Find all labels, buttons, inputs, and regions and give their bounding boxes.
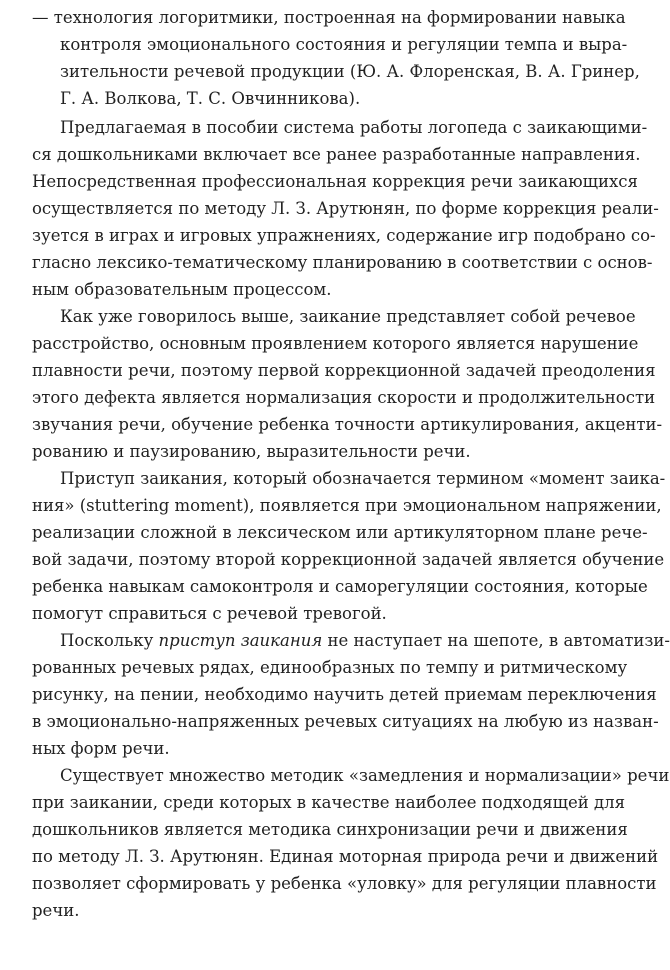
text-line: ребенка навыкам самоконтроля и саморегуляции состояния, которые bbox=[32, 577, 648, 596]
text-line: позволяет сформировать у ребенка «уловку» для регуляции плавности bbox=[32, 874, 657, 893]
text-line: Предлагаемая в пособии система работы логопеда с заикающими- bbox=[60, 118, 648, 137]
text-line: в эмоционально-напряженных речевых ситуациях на любую из назван- bbox=[32, 712, 659, 731]
text-line: помогут справиться с речевой тревогой. bbox=[32, 604, 387, 623]
text-line: зуется в играх и игровых упражнениях, содержание игр подобрано со- bbox=[32, 226, 656, 245]
text-line: — технология логоритмики, построенная на формировании навыка bbox=[32, 8, 626, 27]
text-line: ным образовательным процессом. bbox=[32, 280, 332, 299]
text-fragment: не наступает на шепоте, в автоматизи- bbox=[322, 631, 670, 650]
text-line: ся дошкольниками включает все ранее разработанные направления. bbox=[32, 145, 641, 164]
text-line: при заикании, среди которых в качестве наиболее подходящей для bbox=[32, 793, 626, 812]
text-line: Приступ заикания, который обозначается термином «момент заика- bbox=[60, 469, 666, 488]
text-line: Существует множество методик «замедления и нормализации» речи bbox=[60, 766, 670, 785]
text-line: речи. bbox=[32, 901, 80, 920]
text-line: расстройство, основным проявлением которого является нарушение bbox=[32, 334, 639, 353]
italic-term: приступ заикания bbox=[158, 631, 323, 650]
text-line: звучания речи, обучение ребенка точности артикулирования, акценти- bbox=[32, 415, 663, 434]
text-line: гласно лексико-тематическому планированию в соответствии с основ- bbox=[32, 253, 653, 272]
text-line: ния» (stuttering moment), появляется при эмоциональном напряжении, bbox=[32, 496, 662, 515]
text-line: по методу Л. З. Арутюнян. Единая моторная природа речи и движений bbox=[32, 847, 659, 866]
text-line: дошкольников является методика синхронизации речи и движения bbox=[32, 820, 628, 839]
text-line: рованию и паузированию, выразительности речи. bbox=[32, 442, 471, 461]
text-line: плавности речи, поэтому первой коррекционной задачей преодоления bbox=[32, 361, 656, 380]
text-line: Г. А. Волкова, Т. С. Овчинникова). bbox=[60, 89, 361, 108]
text-line: вой задачи, поэтому второй коррекционной задачей является обучение bbox=[32, 550, 665, 569]
text-line: ных форм речи. bbox=[32, 739, 170, 758]
text-line bbox=[32, 627, 670, 655]
text-line: Как уже говорилось выше, заикание представляет собой речевое bbox=[60, 307, 636, 326]
text-line: зительности речевой продукции (Ю. А. Флоренская, В. А. Гринер, bbox=[60, 62, 640, 81]
text-line: осуществляется по методу Л. З. Арутюнян, по форме коррекция реали- bbox=[32, 199, 659, 218]
text-line: рованных речевых рядах, единообразных по темпу и ритмическому bbox=[32, 658, 628, 677]
text-line: этого дефекта является нормализация скорости и продолжительности bbox=[32, 388, 656, 407]
text-line: рисунку, на пении, необходимо научить детей приемам переключения bbox=[32, 685, 657, 704]
text-line: Непосредственная профессиональная коррекция речи заикающихся bbox=[32, 172, 638, 191]
text-line: контроля эмоционального состояния и регуляции темпа и выра- bbox=[60, 35, 628, 54]
text-line: реализации сложной в лексическом или артикуляторном плане рече- bbox=[32, 523, 648, 542]
text-fragment: Поскольку bbox=[60, 631, 159, 650]
